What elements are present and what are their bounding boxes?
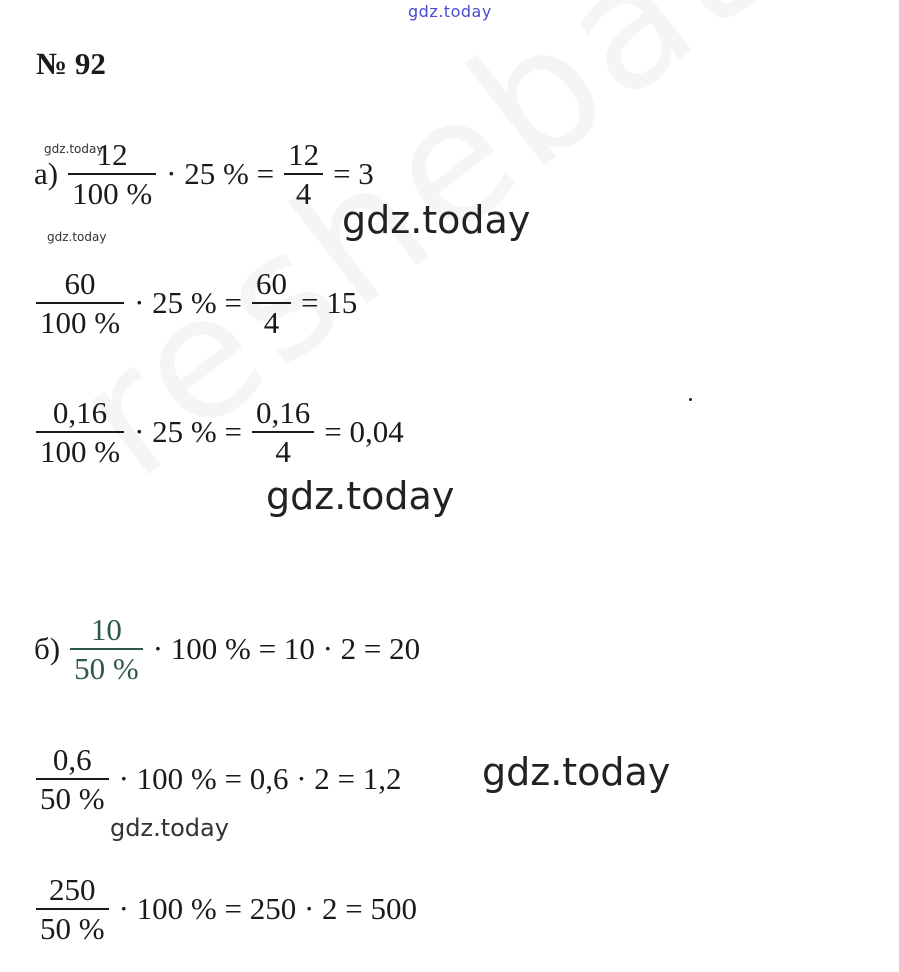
watermark-small-1: gdz.today xyxy=(44,142,104,156)
equation-b1: б) $\frac{10}{50 \%}$ · 100 % = 10 · 2 = 20 xyxy=(34,612,421,686)
fraction-left: $\frac{0,16}{100 \%}$ xyxy=(36,397,124,467)
equation-a2: $\frac{60}{100 \%}$ · 25 % = $\frac{60}{4}$ = 15 xyxy=(36,268,367,338)
equation-b2: $\frac{0,6}{50 \%}$ · 100 % = 0,6 · 2 = 1,2 xyxy=(36,744,412,814)
fraction-right: $\frac{0,16}{4}$ xyxy=(252,397,314,467)
watermark-medium: gdz.today xyxy=(110,814,229,842)
watermark-small-2: gdz.today xyxy=(47,230,107,244)
stray-dot xyxy=(689,398,692,401)
equation-a3: $\frac{0,16}{100 \%}$ · 25 % = $\frac{0,16}{4}$ = 0,04 xyxy=(36,397,414,467)
watermark-top: gdz.today xyxy=(408,2,492,21)
part-a-label: а) xyxy=(34,156,59,192)
fraction-left: $\frac{12}{100 \%}$ xyxy=(68,139,156,209)
watermark-big-2: gdz.today xyxy=(266,474,455,518)
fraction-left: $\frac{10}{50 \%}$ xyxy=(70,614,143,684)
equation-b3: $\frac{250}{50 \%}$ · 100 % = 250 · 2 = 500 xyxy=(36,874,427,944)
watermark-big-1: gdz.today xyxy=(342,198,531,242)
fraction-left: $\frac{60}{100 \%}$ xyxy=(36,268,124,338)
problem-number: № 92 xyxy=(36,46,106,81)
fraction-left: $\frac{250}{50 \%}$ xyxy=(36,874,109,944)
fraction-right: $\frac{60}{4}$ xyxy=(252,268,291,338)
part-b-label: б) xyxy=(34,631,61,667)
fraction-left: $\frac{0,6}{50 \%}$ xyxy=(36,744,109,814)
fraction-right: $\frac{12}{4}$ xyxy=(284,139,323,209)
equation-a1: а) $\frac{12}{100 \%}$ · 25 % = $\frac{12}{4}$ = 3 xyxy=(34,137,374,211)
watermark-big-3: gdz.today xyxy=(482,750,671,794)
